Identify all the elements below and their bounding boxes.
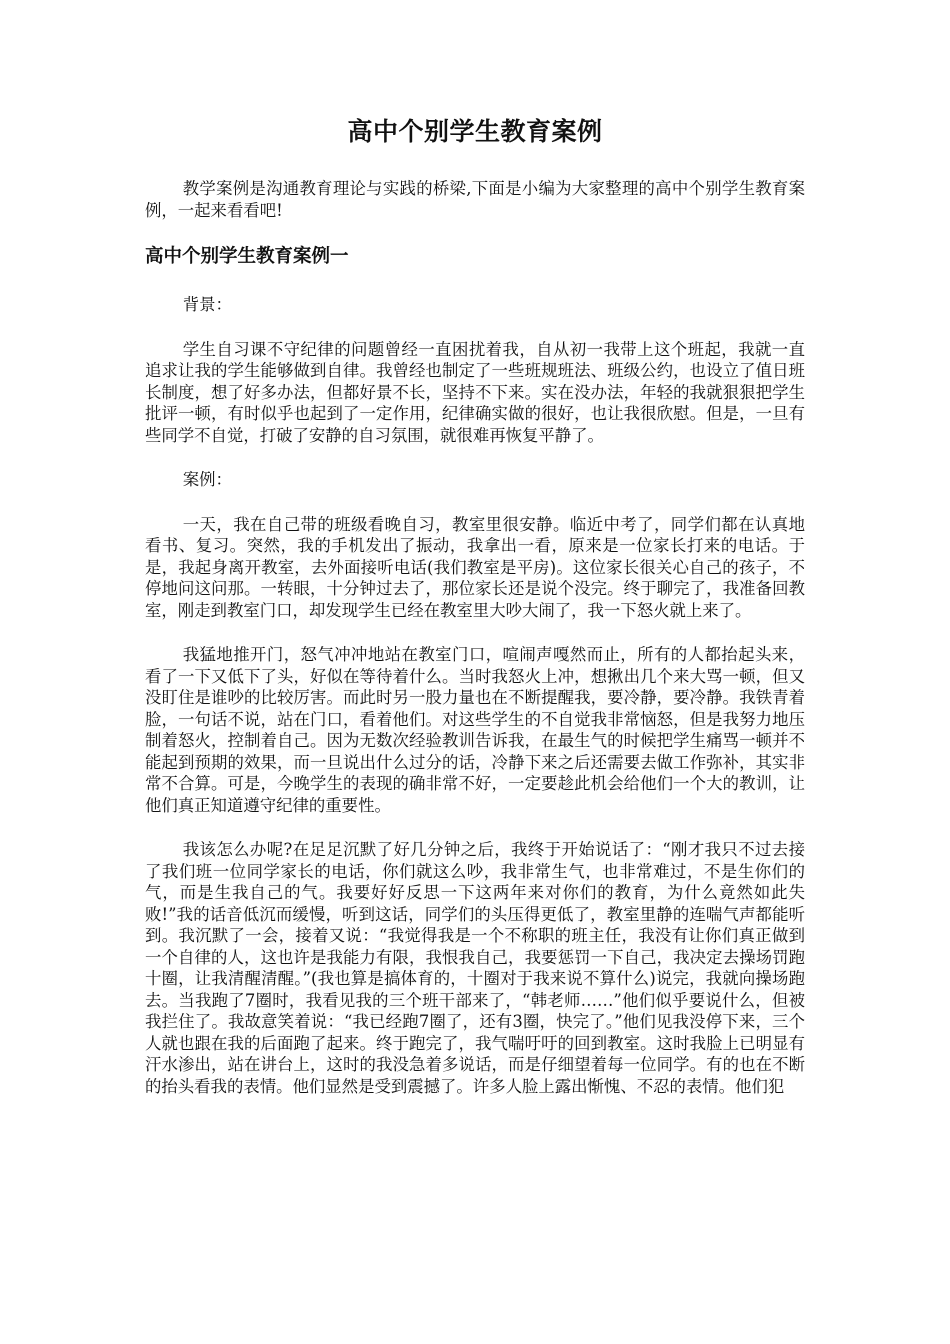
document-title: 高中个别学生教育案例	[347, 117, 603, 146]
case-paragraph-3: 我该怎么办呢?在足足沉默了好几分钟之后，我终于开始说话了：“刚才我只不过去接了我们班一位同学家长的电话，你们就这么吵，我非常生气，也非常难过，不是生你们的气，而是生我自己的气。我要好好反思一下这两年来对你们的教育，为什么竟然如此失败!”我的话音低沉而缓慢，听到这话，同学们的头压得更低了，教室里静的连喘气声都能听到。我沉默了一会，接着又说：“我觉得我是一个不称职的班主任，我没有让你们真正做到一个自律的人，这也许是我能力有限，我恨我自己，我要惩罚一下自己，我决定去操场罚跑十圈，让我清醒清醒。”(我也算是搞体育的，十圈对于我来说不算什么)说完，我就向操场跑去。当我跑了7圈时，我看见我的三个班干部来了，“韩老师……”他们似乎要说什么，但被我拦住了。我故意笑着说：“我已经跑7圈了，还有3圈，快完了。”他们见我没停下来，三个人就也跟在我的后面跑了起来。终于跑完了，我气喘吁吁的回到教室。这时我脸上已明显有汗水渗出，站在讲台上，这时的我没急着多说话，而是仔细望着每一位同学。有的也在不断的抬头看我的表情。他们显然是受到震撼了。许多人脸上露出惭愧、不忍的表情。他们犯	[145, 840, 805, 1096]
case-paragraph-1: 一天，我在自己带的班级看晚自习，教室里很安静。临近中考了，同学们都在认真地看书、复习。突然，我的手机发出了振动，我拿出一看，原来是一位家长打来的电话。于是，我起身离开教室，去外面接听电话(我们教室是平房)。这位家长很关心自己的孩子，不停地问这问那。一转眼，十分钟过去了，那位家长还是说个没完。终于聊完了，我准备回教室，刚走到教室门口，却发现学生已经在教室里大吵大闹了，我一下怒火就上来了。	[145, 514, 805, 620]
background-paragraph: 学生自习课不守纪律的问题曾经一直困扰着我，自从初一我带上这个班起，我就一直追求让我的学生能够做到自律。我曾经也制定了一些班规班法、班级公约，也设立了值日班长制度，想了好多办法，但都好景不长，坚持不下来。实在没办法，年轻的我就狠狠把学生批评一顿，有时似乎也起到了一定作用，纪律确实做的很好，也让我很欣慰。但是，一旦有些同学不自觉，打破了安静的自习氛围，就很难再恢复平静了。	[145, 339, 805, 445]
document-page	[145, 112, 805, 1120]
case-paragraph-2: 我猛地推开门，怒气冲冲地站在教室门口，喧闹声嘎然而止，所有的人都抬起头来，看了一下又低下了头，好似在等待着什么。当时我怒火上冲，想揪出几个来大骂一顿，但又没盯住是谁吵的比较厉害。而此时另一股力量也在不断提醒我，要冷静，要冷静。我铁青着脸，一句话不说，站在门口，看着他们。对这些学生的不自觉我非常恼怒，但是我努力地压制着怒火，控制着自己。因为无数次经验教训告诉我，在最生气的时候把学生痛骂一顿并不能起到预期的效果，而一旦说出什么过分的话，冷静下来之后还需要去做工作弥补，其实非常不合算。可是，今晚学生的表现的确非常不好，一定要趁此机会给他们一个大的教训，让他们真正知道遵守纪律的重要性。	[145, 645, 805, 815]
background-label: 背景：	[182, 295, 232, 314]
case-label: 案例：	[182, 470, 232, 489]
section-heading: 高中个别学生教育案例一	[145, 246, 349, 267]
intro-paragraph: 教学案例是沟通教育理论与实践的桥梁,下面是小编为大家整理的高中个别学生教育案例，一起来看看吧!	[145, 179, 805, 220]
